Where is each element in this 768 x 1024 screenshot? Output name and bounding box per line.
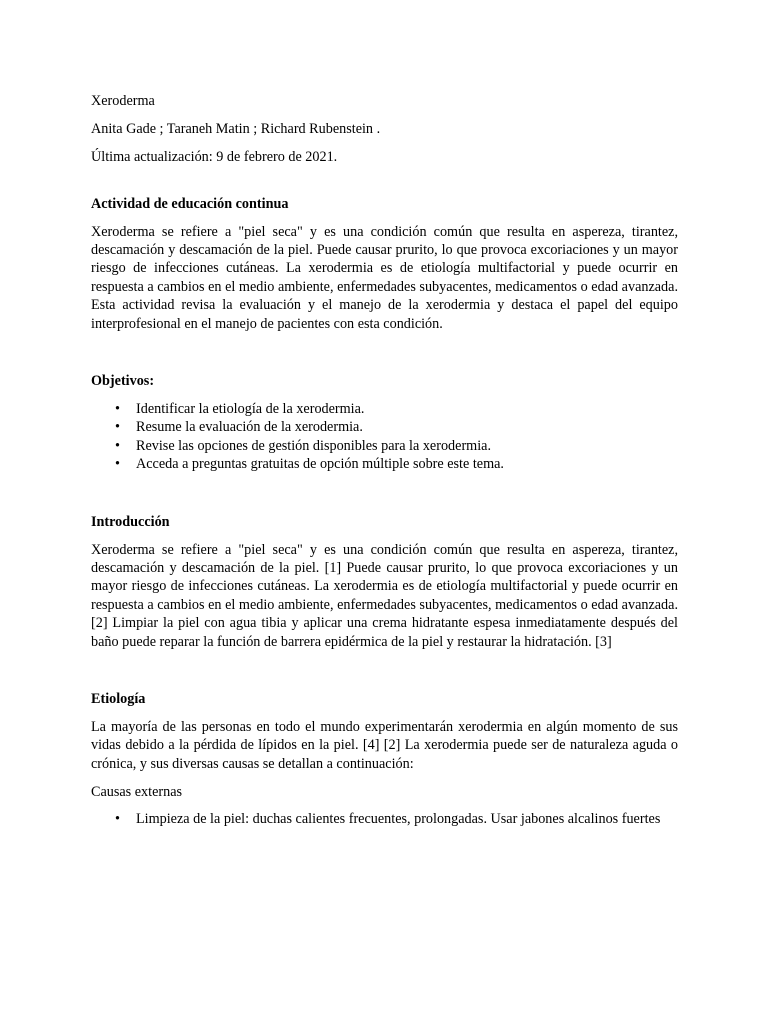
bullet-icon: •: [115, 456, 120, 473]
objective-text: Resume la evaluación de la xerodermia.: [136, 419, 363, 436]
bullet-icon: •: [115, 811, 120, 828]
cause-item: [91, 810, 678, 828]
objectives-list: [91, 400, 678, 474]
cme-heading: Actividad de educación continua: [91, 196, 289, 213]
objective-text: Revise las opciones de gestión disponibles para la xerodermia.: [136, 437, 491, 454]
bullet-icon: •: [115, 400, 120, 417]
bullet-icon: •: [115, 419, 120, 436]
external-causes-list: [91, 810, 678, 828]
objective-item: [91, 455, 678, 473]
objective-item: [91, 400, 678, 418]
objective-text: Acceda a preguntas gratuitas de opción múltiple sobre este tema.: [136, 456, 504, 473]
cause-text: Limpieza de la piel: duchas calientes frecuentes, prolongadas. Usar jabones alcalinos fuertes: [136, 811, 661, 828]
document-page: [91, 92, 678, 829]
objectives-heading: Objetivos:: [91, 373, 155, 390]
bullet-icon: •: [115, 437, 120, 454]
cme-paragraph: Xeroderma se refiere a "piel seca" y es una condición común que resulta en aspereza, tirantez, descamación y descamación de la piel. Puede causar prurito, lo que provoca excoriaciones y un mayor riesgo de infecciones cutáneas. La xerodermia es de etiología multifactorial y puede ocurrir en respuesta a cambios en el medio ambiente, enfermedades subyacentes, medicamentos o edad avanzada. Esta actividad revisa la evaluación y el manejo de la xerodermia y destaca el papel del equipo interprofesional en el manejo de pacientes con esta condición.: [91, 223, 678, 332]
last-updated-line: Última actualización: 9 de febrero de 2021.: [91, 148, 338, 165]
document-title: Xeroderma: [91, 93, 155, 109]
etiology-paragraph: La mayoría de las personas en todo el mundo experimentarán xerodermia en algún momento de sus vidas debido a la pérdida de lípidos en la piel. [4] [2] La xerodermia puede ser de naturaleza aguda o crónica, y sus diversas causas se detallan a continuación:: [91, 718, 678, 772]
objective-text: Identificar la etiología de la xerodermia.: [136, 400, 365, 417]
objective-item: [91, 418, 678, 436]
external-causes-subheading: Causas externas: [91, 783, 183, 800]
authors-line: Anita Gade ; Taraneh Matin ; Richard Rubenstein .: [91, 120, 381, 137]
introduction-heading: Introducción: [91, 513, 170, 530]
etiology-heading: Etiología: [91, 690, 146, 707]
introduction-paragraph: Xeroderma se refiere a "piel seca" y es una condición común que resulta en aspereza, tirantez, descamación y descamación de la piel. [1] Puede causar prurito, lo que provoca excoriaciones y un mayor riesgo de infecciones cutáneas. La xerodermia es de etiología multifactorial y puede ocurrir en respuesta a cambios en el medio ambiente, enfermedades subyacentes, medicamentos o edad avanzada. [2] Limpiar la piel con agua tibia y aplicar una crema hidratante espesa inmediatamente después del baño puede reparar la función de barrera epidérmica de la piel y restaurar la hidratación. [3]: [91, 541, 678, 650]
objective-item: [91, 437, 678, 455]
